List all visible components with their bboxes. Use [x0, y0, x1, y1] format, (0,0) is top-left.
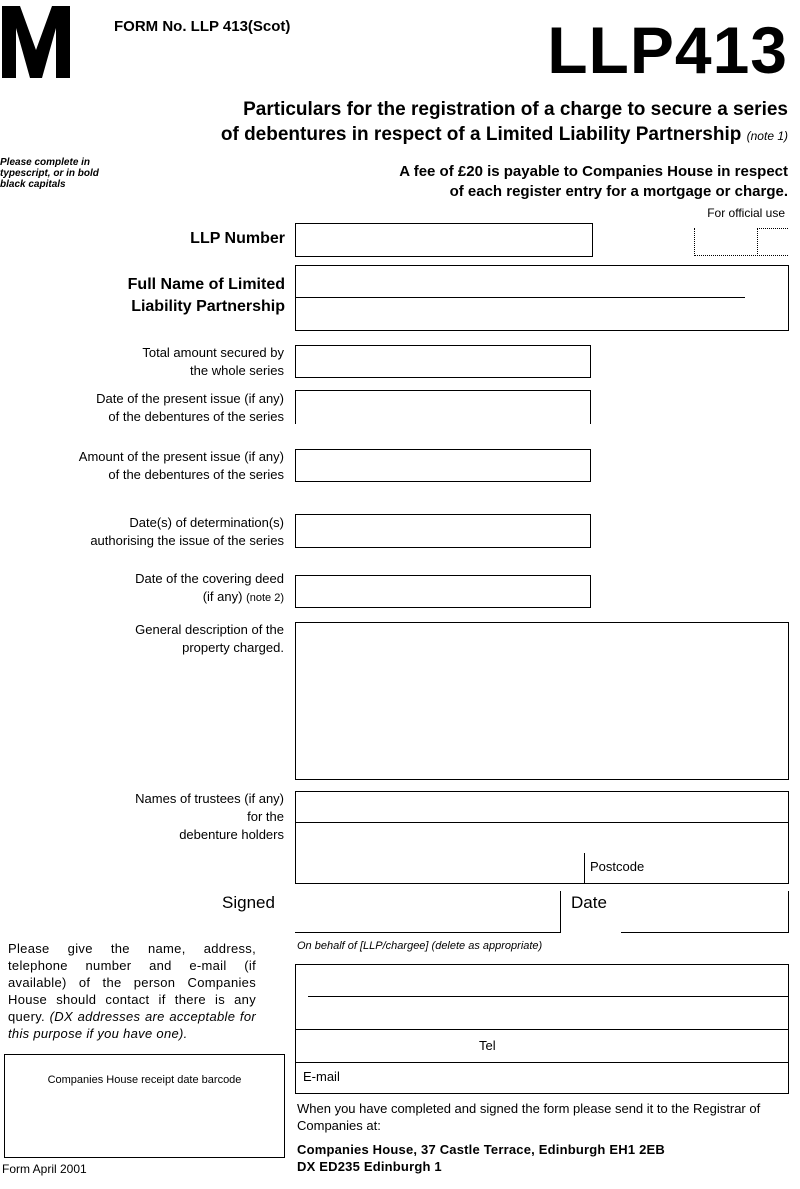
official-use-box-2: [757, 228, 788, 256]
trustees-field[interactable]: [295, 791, 789, 884]
contact-line-2: [295, 1029, 789, 1030]
fee-line-2: of each register entry for a mortgage or charge.: [449, 183, 788, 200]
signed-label: Signed: [222, 893, 275, 912]
send-instructions: When you have completed and signed the form please send it to the Registrar of Companies at:: [297, 1101, 761, 1133]
form-number: FORM No. LLP 413(Scot): [114, 18, 291, 35]
covering-deed-note: (note 2): [246, 592, 284, 604]
covering-deed-label: Date of the covering deed (if any) (note 2): [135, 571, 284, 604]
form-title: [88, 97, 788, 149]
llp-number-field[interactable]: [295, 223, 593, 257]
covering-deed-field[interactable]: [295, 575, 591, 608]
form-code: LLP413: [547, 13, 788, 87]
trustees-divider: [295, 822, 789, 823]
date-right-edge: [788, 891, 789, 933]
tel-label: Tel: [479, 1038, 496, 1053]
title-line-2: of debentures in respect of a Limited Liability Partnership (note 1): [220, 124, 788, 145]
title-line-1: Particulars for the registration of a charge to secure a series: [243, 99, 788, 120]
form-letter-logo: [0, 4, 72, 80]
date-present-issue-label: Date of the present issue (if any) of the debentures of the series: [96, 391, 284, 424]
full-name-field[interactable]: [295, 265, 789, 331]
llp-number-label: LLP Number: [190, 230, 285, 247]
fee-line-1: A fee of £20 is payable to Companies House in respect: [399, 163, 788, 180]
date-label: Date: [571, 893, 607, 912]
determination-date-field[interactable]: [295, 514, 591, 548]
determination-date-label: Date(s) of determination(s) authorising the issue of the series: [90, 515, 284, 548]
address-line-1: Companies House, 37 Castle Terrace, Edinburgh EH1 2EB: [297, 1142, 665, 1157]
contact-instructions: Please give the name, address, telephone number and e-mail (if available) of the person Companies House should contact if there is any query. (DX addresses are acceptable for this purpose if you have one).: [8, 941, 256, 1041]
amount-present-issue-label: Amount of the present issue (if any) of the debentures of the series: [78, 449, 284, 482]
title-note: (note 1): [746, 129, 788, 143]
contact-line-3: [295, 1062, 789, 1063]
official-use-box-1: [694, 228, 758, 256]
receipt-barcode-label: Companies House receipt date barcode: [47, 1074, 242, 1086]
email-label: E-mail: [303, 1069, 340, 1084]
full-name-divider: [295, 297, 745, 298]
on-behalf-note: On behalf of [LLP/chargee] (delete as appropriate): [297, 940, 543, 952]
address-line-2: DX ED235 Edinburgh 1: [297, 1159, 442, 1174]
total-amount-label: Total amount secured by the whole series: [142, 345, 284, 378]
date-field[interactable]: [622, 891, 787, 931]
completion-instructions: Please complete in typescript, or in bold black capitals: [0, 157, 99, 190]
property-description-field[interactable]: [295, 622, 789, 780]
total-amount-field[interactable]: [295, 345, 591, 378]
date-present-issue-field[interactable]: [295, 390, 591, 424]
signature-divider: [560, 891, 561, 933]
form-date: Form April 2001: [2, 1162, 87, 1176]
date-line: [621, 932, 789, 933]
fee-notice: [328, 162, 788, 202]
postcode-label: Postcode: [590, 859, 645, 874]
receipt-barcode-box: [4, 1054, 285, 1158]
property-description-label: General description of the property charged.: [135, 622, 284, 655]
trustees-label: Names of trustees (if any) for the debenture holders: [135, 791, 284, 842]
postcode-divider: [584, 853, 585, 884]
amount-present-issue-field[interactable]: [295, 449, 591, 482]
official-use-label: For official use: [707, 206, 785, 220]
contact-line-1: [308, 996, 788, 997]
signature-field[interactable]: [296, 891, 558, 931]
signature-line: [295, 932, 560, 933]
full-name-label: Full Name of Limited Liability Partnership: [127, 276, 285, 315]
